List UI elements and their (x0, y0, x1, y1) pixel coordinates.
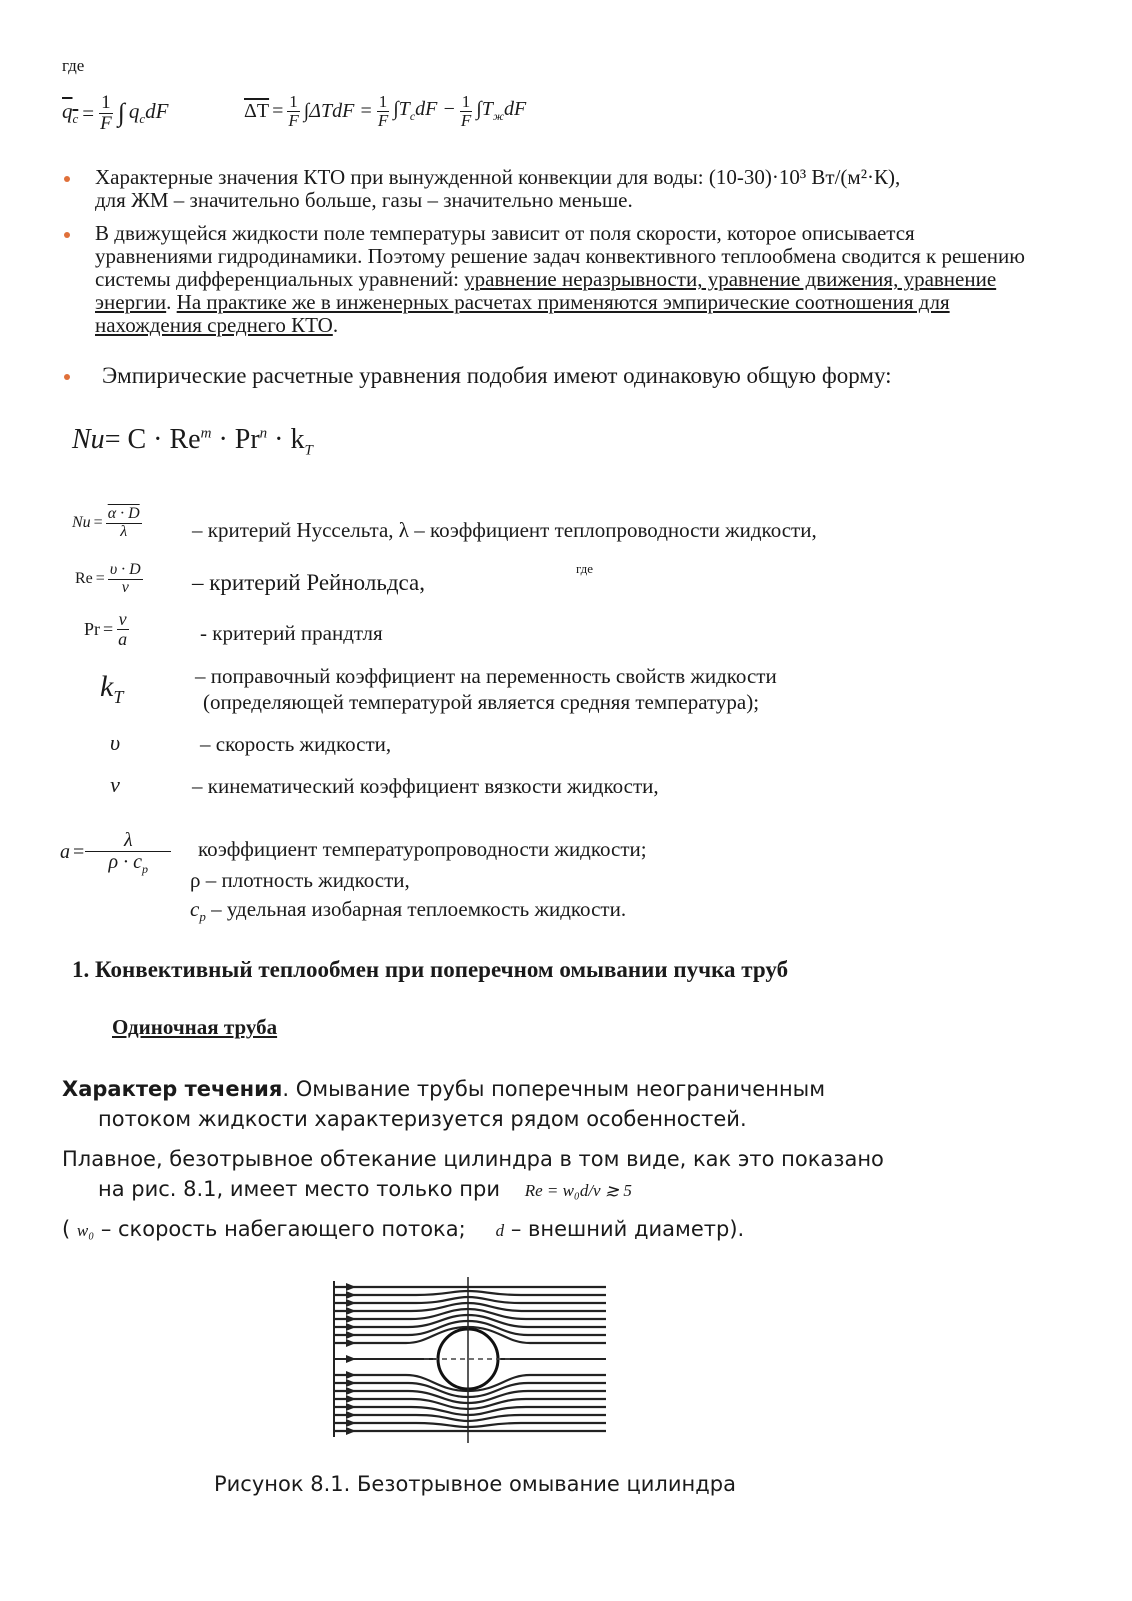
section-title: 1. Конвективный теплообмен при поперечном омывании пучка труб (72, 957, 789, 982)
bullet-dot (64, 374, 70, 380)
density-desc: ρ – плотность жидкости, (190, 868, 410, 892)
kt-symbol: $k_T$ (100, 670, 124, 707)
header-word: где (62, 56, 85, 75)
cylinder-flow-figure (316, 1275, 616, 1445)
nusselt-formula: Nu = $\frac{\alpha \cdot D}{\lambda}$ (72, 505, 140, 540)
velocity-symbol: υ (109, 730, 121, 755)
reynolds-formula: Re = $\frac{\upsilon \cdot D}{\nu}$ (75, 561, 141, 596)
viscosity-desc: – кинематический коэффициент вязкости жидкости, (192, 774, 659, 798)
bullet-kto-values: Характерные значения КТО при вынужденной конвекции для воды: (10-30)·10³ Вт/(м²·К), для ЖМ – значительно больше, газы – значительно меньше. (95, 165, 901, 212)
prandtl-formula: Pr = $\frac{\nu}{a}$ (84, 609, 128, 649)
main-formula: $Nu= C \cdot Re^m \cdot Pr^n \cdot k_T$ (72, 424, 313, 459)
heat-capacity-desc: $c_p$ – удельная изобарная теплоемкость жидкости. (190, 897, 627, 925)
diffusivity-formula: a = $\frac{\lambda}{\rho \cdot c_p}$ (60, 830, 169, 876)
formula-dT: $\overline{\Delta T}$ = $\frac{1}{F}$ ∫ΔTdF = $\frac{1}{F}$ $\int T_cdF$ − $\frac{1}{F}$ $\int T_жdF$ (244, 92, 527, 130)
reynolds-desc: – критерий Рейнольдса, (192, 570, 425, 595)
figure-caption: Рисунок 8.1. Безотрывное омывание цилиндра (214, 1472, 736, 1496)
bullet-empirical: Эмпирические расчетные уравнения подобия имеют одинаковую общую форму: (102, 363, 892, 388)
viscosity-symbol: ν (110, 772, 120, 797)
bullet-dot (64, 232, 70, 238)
nusselt-desc: – критерий Нуссельта, λ – коэффициент теплопроводности жидкости, (192, 518, 817, 542)
diffusivity-desc: коэффициент температуропроводности жидкости; (198, 837, 647, 861)
side-note: где (576, 561, 594, 576)
velocity-desc: – скорость жидкости, (200, 732, 392, 756)
subsection-title: Одиночная труба (112, 1015, 278, 1039)
flow-description: Характер течения. Омывание трубы поперечным неограниченным потоком жидкости характеризуется рядом особенностей. Плавное, безотрывное обтекание цилиндра в том виде, как это показано на рис. 8.1, имеет место только при Re = w₀d/ν ≳ 5 ( w₀ – скорость набегающего потока; d – внешний диаметр). (62, 1077, 884, 1241)
bullet-dot (64, 176, 70, 182)
prandtl-desc: - критерий прандтля (200, 621, 383, 645)
bullet-hydrodynamics: В движущейся жидкости поле температуры зависит от поля скорости, которое описывается уравнениями гидродинамики. Поэтому решение задач конвективного теплообмена сводится к решению системы дифференциальных уравнений: уравнение неразрывности, уравнение движения, уравнение энергии. На практике же в инженерных расчетах применяются эмпирические соотношения для нахождения среднего КТО. (95, 221, 1025, 337)
kt-desc: – поправочный коэффициент на переменность свойств жидкости (определяющей температурой является средняя температура); (195, 664, 777, 714)
formula-qc: $q_c$ = $\frac{1}{F}$ ∫ $q_cdF$ (62, 92, 169, 134)
